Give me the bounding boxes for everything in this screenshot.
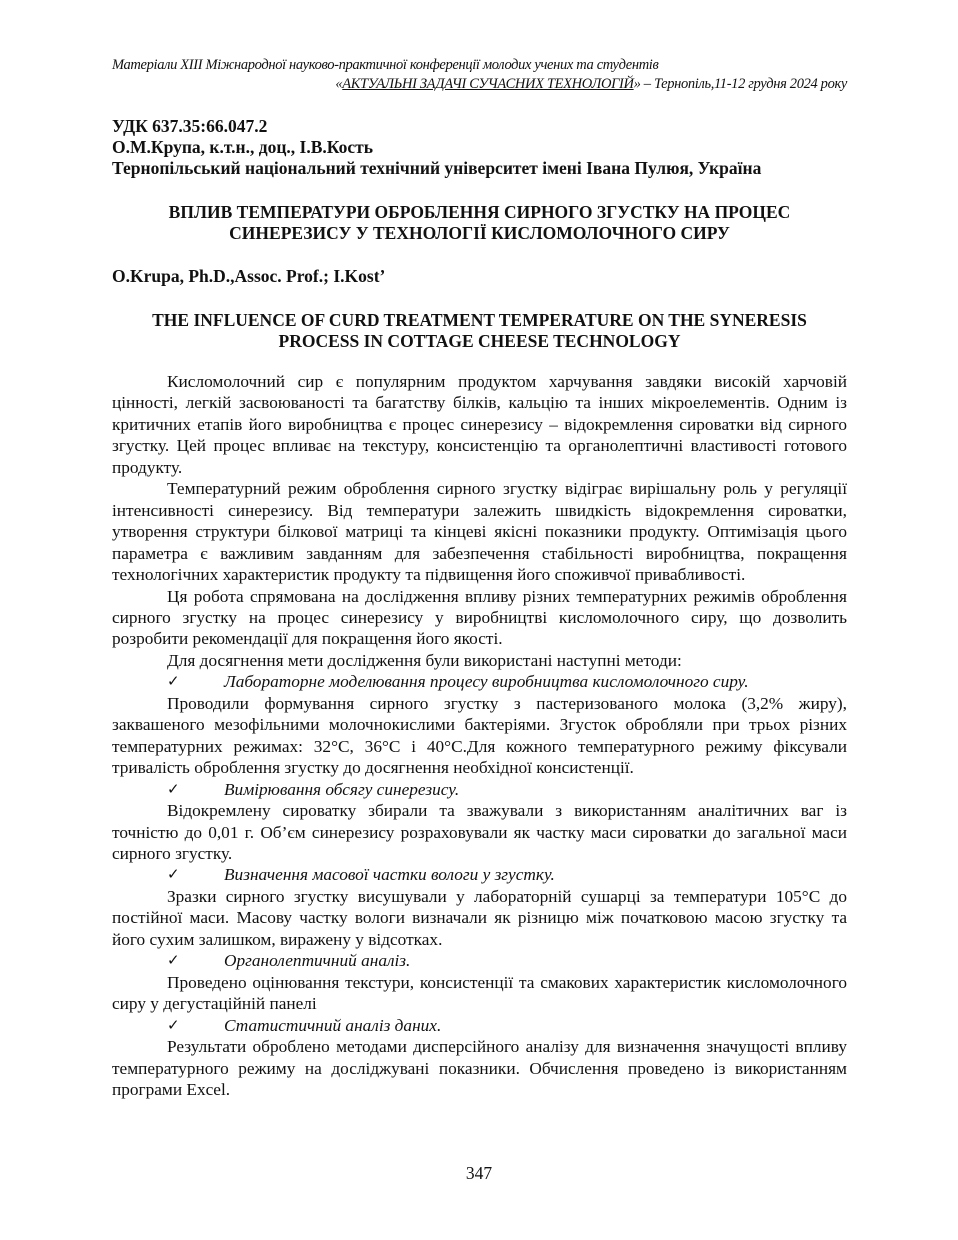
udk-code: УДК 637.35:66.047.2: [112, 116, 268, 136]
method-item: [112, 671, 847, 692]
method-label: Органолептичний аналіз.: [224, 951, 411, 971]
page-number: 347: [465, 1163, 493, 1183]
checkmark-icon: ✓: [167, 672, 180, 691]
article-metadata: [112, 116, 847, 179]
title-english: THE INFLUENCE OF CURD TREATMENT TEMPERATURE ON THE SYNERESIS PROCESS IN COTTAGE CHEESE TECHNOLOGY: [152, 310, 807, 351]
method-label: Вимірювання обсягу синерезису.: [224, 779, 460, 799]
title-ukrainian: ВПЛИВ ТЕМПЕРАТУРИ ОБРОБЛЕННЯ СИРНОГО ЗГУСТКУ НА ПРОЦЕС СИНЕРЕЗИСУ У ТЕХНОЛОГІЇ КИСЛОМОЛОЧНОГО СИРУ: [168, 202, 791, 243]
checkmark-icon: ✓: [167, 779, 180, 798]
checkmark-icon: ✓: [167, 865, 180, 884]
header-quote-open: «: [335, 76, 343, 92]
paragraph: Проведено оцінювання текстури, консистенції та смакових характеристик кисломолочного сиру у дегустаційній панелі: [112, 972, 847, 1014]
method-label: Статистичний аналіз даних.: [224, 1015, 442, 1035]
paragraph: Температурний режим оброблення сирного згустку відіграє вирішальну роль у регуляції інтенсивності синерезису. Від температури залежить швидкість відокремлення сироватки, утворення структури білкової матриці та кінцеві якісні показники продукту. Оптимізація цього параметра є важливим завданням для забезпечення стабільності виробництва, покращення технологічних характеристик продукту та підвищення його споживчої привабливості.: [112, 479, 847, 585]
authors-english: O.Krupa, Ph.D.,Assoc. Prof.; I.Kost’: [112, 266, 386, 286]
affiliation: Тернопільський національний технічний університет імені Івана Пулюя, Україна: [112, 158, 762, 178]
header-line-1: Матеріали ХІІІ Міжнародної науково-практичної конференції молодих учених та студентів: [112, 57, 659, 73]
paragraph: Кисломолочний сир є популярним продуктом харчування завдяки високій харчовій цінності, легкій засвоюваності та багатству білків, кальцію та інших мікроелементів. Одним із критичних етапів його виробництва є процес синерезису – відокремлення сироватки від сирного згустку. Цей процес впливає на текстуру, консистенцію та органолептичні властивості готового продукту.: [112, 372, 847, 477]
header-place-date: » – Тернопіль,11-12 грудня 2024 року: [633, 76, 847, 92]
method-item: [112, 950, 847, 971]
method-label: Лабораторне моделювання процесу виробництва кисломолочного сиру.: [224, 672, 749, 692]
paragraph: Ця робота спрямована на дослідження впливу різних температурних режимів оброблення сирного згустку на процес синерезису у виробництві кисломолочного сиру, що дозволить розробити рекомендації для покращення його якості.: [112, 586, 847, 649]
method-item: [112, 1015, 847, 1036]
method-label: Визначення масової частки вологи у згустку.: [224, 865, 555, 885]
running-header: [112, 56, 847, 94]
paragraph: Зразки сирного згустку висушували у лабораторній сушарці за температури 105°С до постійної маси. Масову частку вологи визначали як різницю між початковою масою згустку та його сухим залишком, виражену у відсотках.: [112, 886, 847, 949]
method-item: [112, 864, 847, 885]
paragraph: Для досягнення мети дослідження були використані наступні методи:: [167, 650, 682, 670]
paragraph: Відокремлену сироватку збирали та зважували з використанням аналітичних ваг із точністю до 0,01 г. Об’єм синерезису розраховували як частку маси сироватки до загальної маси сирного згустку.: [112, 801, 847, 863]
checkmark-icon: ✓: [167, 1015, 180, 1034]
header-line-2: [112, 75, 847, 94]
checkmark-icon: ✓: [167, 951, 180, 970]
authors-ua: О.М.Крупа, к.т.н., доц., І.В.Кость: [112, 137, 373, 157]
conference-name: АКТУАЛЬНІ ЗАДАЧІ СУЧАСНИХ ТЕХНОЛОГІЙ: [342, 76, 634, 92]
paragraph: Результати оброблено методами дисперсійного аналізу для визначення значущості впливу температурного режиму на досліджувані показники. Обчислення проведено із використанням програми Excel.: [112, 1037, 847, 1099]
paragraph: Проводили формування сирного згустку з пастеризованого молока (3,2% жиру), заквашеного мезофільними молочнокислими бактеріями. Згусток обробляли при трьох різних температурних режимах: 32°С, 36°С і 40°С.Для кожного температурного режиму фіксували тривалість оброблення згустку до досягнення необхідної консистенції.: [112, 693, 847, 778]
article-body: [112, 371, 847, 1100]
method-item: [112, 779, 847, 800]
